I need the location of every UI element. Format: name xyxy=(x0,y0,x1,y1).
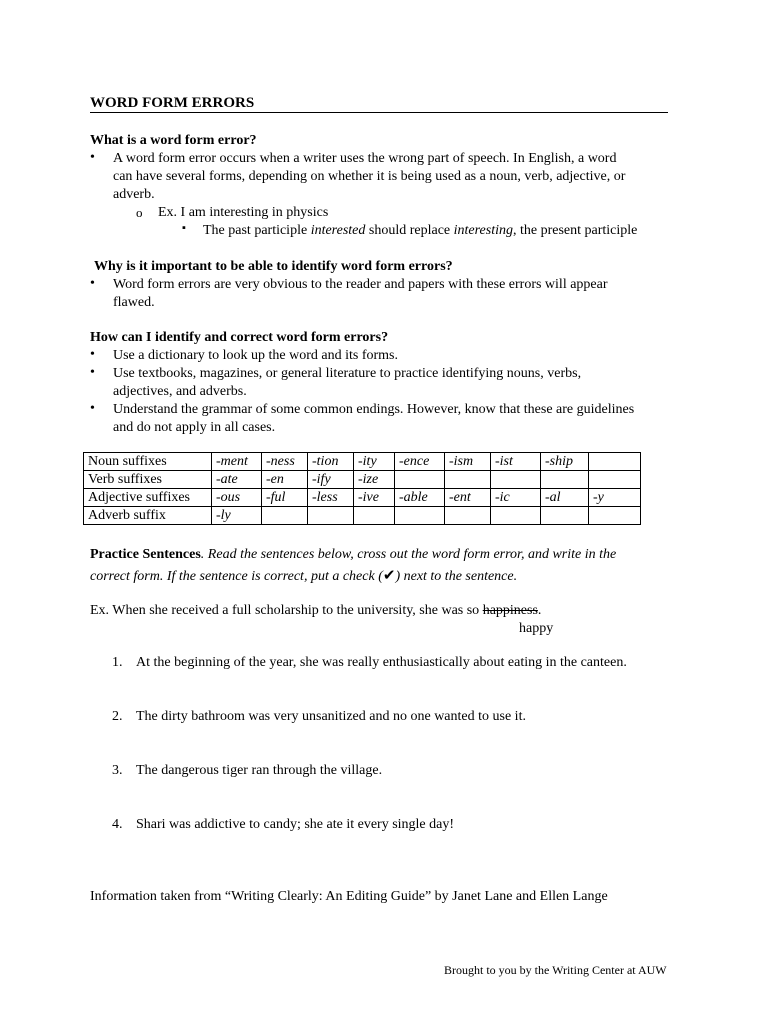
suffix-cell: -ful xyxy=(262,489,308,507)
suffix-cell xyxy=(589,507,641,525)
example-sentence: Ex. When she received a full scholarship to the university, she was so happiness. xyxy=(90,603,542,618)
suffix-cell: -ize xyxy=(354,471,395,489)
row-label: Adverb suffix xyxy=(84,507,212,525)
example-text: Ex. I am interesting in physics xyxy=(158,205,329,220)
practice-sentence: Shari was addictive to candy; she ate it every single day! xyxy=(136,817,455,832)
practice-instructions: Practice Sentences. Read the sentences below, cross out the word form error, and write in the correct form. If the sentence is correct, put a check (✔) next to the sentence. xyxy=(90,547,617,584)
practice-label: Practice Sentences xyxy=(90,547,201,562)
suffix-cell: -ic xyxy=(491,489,541,507)
bullet-glyph: • xyxy=(90,347,95,362)
suffix-cell xyxy=(262,507,308,525)
sentence-number: 2. xyxy=(112,709,123,724)
suffix-cell: -ship xyxy=(541,453,589,471)
row-label: Noun suffixes xyxy=(84,453,212,471)
bullet-glyph: • xyxy=(90,401,95,416)
suffix-cell xyxy=(589,471,641,489)
row-label: Adjective suffixes xyxy=(84,489,212,507)
suffix-cell: -ity xyxy=(354,453,395,471)
table-row xyxy=(84,453,641,471)
suffix-cell: -ism xyxy=(445,453,491,471)
suffix-cell: -y xyxy=(589,489,641,507)
sub-bullet-marker: o xyxy=(136,205,143,220)
suffix-cell xyxy=(445,471,491,489)
suffix-cell: -ify xyxy=(308,471,354,489)
suffix-cell xyxy=(354,507,395,525)
suffix-cell xyxy=(589,453,641,471)
page-title: WORD FORM ERRORS xyxy=(90,95,668,113)
suffix-cell: -ly xyxy=(212,507,262,525)
suffix-cell xyxy=(541,471,589,489)
practice-sentence: The dangerous tiger ran through the village. xyxy=(136,763,383,778)
suffix-cell xyxy=(395,507,445,525)
suffix-cell: -ous xyxy=(212,489,262,507)
suffix-cell: -ent xyxy=(445,489,491,507)
struck-word: happiness xyxy=(482,603,538,618)
suffix-cell: -less xyxy=(308,489,354,507)
sentence-number: 1. xyxy=(112,655,123,670)
suffix-cell: -al xyxy=(541,489,589,507)
check-icon: ✔ xyxy=(382,566,396,584)
bullet-glyph: • xyxy=(90,365,95,380)
suffix-cell xyxy=(308,507,354,525)
suffix-cell: -ment xyxy=(212,453,262,471)
sentence-number: 3. xyxy=(112,763,123,778)
section2-bullet-text: Word form errors are very obvious to the reader and papers with these errors will appear flawed. xyxy=(113,277,608,310)
row-label: Verb suffixes xyxy=(84,471,212,489)
section3-bullet-1: Use a dictionary to look up the word and its forms. xyxy=(113,348,399,363)
table-row xyxy=(84,489,641,507)
suffix-cell: -ate xyxy=(212,471,262,489)
suffix-cell: -ence xyxy=(395,453,445,471)
source-citation: Information taken from “Writing Clearly: An Editing Guide” by Janet Lane and Ellen Lange xyxy=(90,889,608,904)
suffix-cell: -en xyxy=(262,471,308,489)
bullet-glyph: • xyxy=(90,150,95,165)
suffix-cell xyxy=(395,471,445,489)
suffix-cell xyxy=(541,507,589,525)
practice-sentence: The dirty bathroom was very unsanitized and no one wanted to use it. xyxy=(136,709,526,724)
example-correction: happy xyxy=(519,621,554,636)
suffix-cell xyxy=(491,471,541,489)
suffix-cell xyxy=(445,507,491,525)
suffix-table xyxy=(83,452,641,525)
table-row xyxy=(84,507,641,525)
section2-heading: Why is it important to be able to identify word form errors? xyxy=(94,259,453,274)
practice-sentence: At the beginning of the year, she was really enthusiastically about eating in the canteen. xyxy=(136,655,627,670)
suffix-cell: -ist xyxy=(491,453,541,471)
section3-heading: How can I identify and correct word form errors? xyxy=(90,330,389,345)
sentence-number: 4. xyxy=(112,817,123,832)
suffix-cell xyxy=(491,507,541,525)
section1-heading: What is a word form error? xyxy=(90,133,257,148)
example-explanation: The past participle interested should replace interesting, the present participle xyxy=(203,223,638,238)
bullet-glyph: • xyxy=(90,276,95,291)
subsub-bullet-marker: ▪ xyxy=(182,222,186,234)
footer-credit: Brought to you by the Writing Center at AUW xyxy=(444,963,667,977)
suffix-cell: -able xyxy=(395,489,445,507)
section3-bullet-3: Understand the grammar of some common endings. However, know that these are guidelines and do not apply in all cases. xyxy=(113,402,635,435)
suffix-cell: -ness xyxy=(262,453,308,471)
suffix-cell: -tion xyxy=(308,453,354,471)
table-row xyxy=(84,471,641,489)
section1-bullet-text: A word form error occurs when a writer uses the wrong part of speech. In English, a word can have several forms, depending on whether it is being used as a noun, verb, adjective, or adverb. xyxy=(113,151,626,202)
suffix-cell: -ive xyxy=(354,489,395,507)
section3-bullet-2: Use textbooks, magazines, or general literature to practice identifying nouns, verbs, adjectives, and adverbs. xyxy=(113,366,582,399)
